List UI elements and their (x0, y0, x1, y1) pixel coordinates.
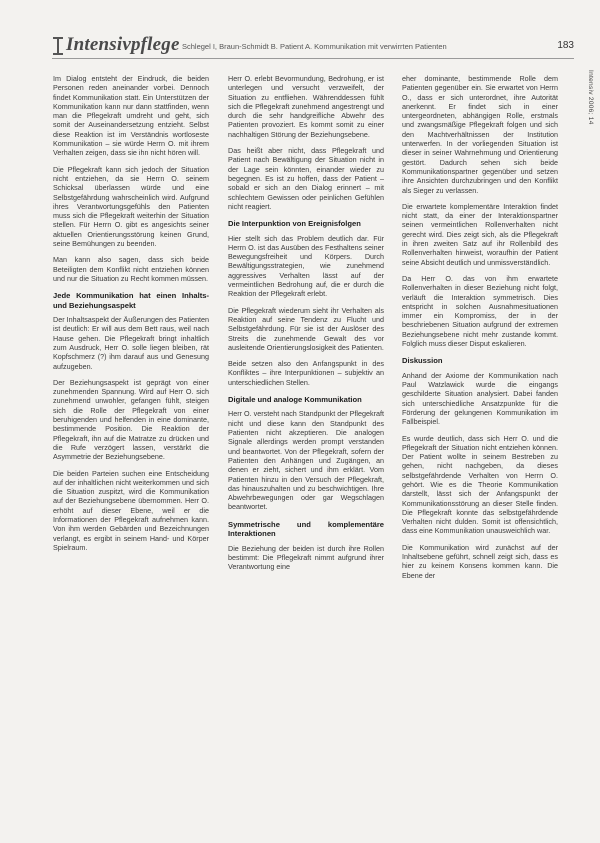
text-column-2 (228, 74, 384, 578)
section-heading: Symmetrische und komplementäre Interaktionen (228, 519, 384, 539)
section-heading: Diskussion (402, 356, 443, 366)
page-number: 183 (557, 40, 574, 51)
section-heading: Jede Kommunikation hat einen Inhalts- und Beziehungsaspekt (53, 291, 209, 310)
body-paragraph: Die erwartete komplementäre Interaktion findet nicht statt, da einer der Interaktionspartner seinen vermeintlichen Rollenverhalten nicht gerecht wird. Dies zeigt sich, als die Pflegekraft in ihren zweiten Satz auf ihr Rollenbild des Rollenverhalten hinweist, woraufhin der Patient seine Absicht deutlich und unmissverständlich. (402, 201, 558, 267)
body-paragraph: Die Kommunikation wird zunächst auf der Inhaltsebene geführt, schnell zeigt sich, dass es hier zu keinem Konsens kommen kann. Die Ebene der (402, 542, 558, 580)
text-column-1 (53, 74, 209, 559)
journal-title: Intensivpflege (66, 34, 180, 55)
sidebar-label: Intensiv 2006; 14 (587, 70, 594, 125)
body-paragraph: Herr O. versteht nach Standpunkt der Pflegekraft nicht und diese kann den Standpunkt des Patienten nicht akzeptieren. Die analogen Signale allerdings werden prompt verstanden und beantwortet. Von der Pflegekraft, sofern der Patienten den Anhängen und Zugängen, an denen er zieht, sichert und ihm erklärt. Vom Patienten hinzu in den Versuch der Pflegekraft, das hinauszuhalten und zu beschwichtigen. Ihre Abwehrbewegungen oder gar Wegschlagen beantwortet. (228, 409, 384, 512)
page-header (52, 34, 574, 59)
body-paragraph: Die Pflegekraft kann sich jedoch der Situation nicht entziehen, da sie Herrn O. seinem Schicksal überlassen würde und eine Selbstgefährdung wahrscheinlich wird. Aufgrund ihres Verantwortungsgefühls den Patienten muss sich die Pflegekraft weiterhin der Situation stellen. Für Herrn O. gibt es angesichts seiner aktuellen Orientierungsstörung keinen Grund, seine Bemühungen zu beenden. (53, 164, 209, 249)
body-paragraph: Die beiden Parteien suchen eine Entscheidung auf der inhaltlichen nicht weiterkommen und sich die Situation zuspitzt, wird die Kommunikation auf der Beziehungsebene übernommen. Herr O. erhöht auf dieser Ebene, weil er die Informationen der Pflegekraft aufnehmen kann. Von ihm werden Gebärden und Bezeichnungen verlangt, es ergibt in seinem Hand- und Körper Spielraum. (53, 468, 209, 552)
body-paragraph: Da Herr O. das von ihm erwartete Rollenverhalten in dieser Beziehung nicht folgt, verläuft die Interaktion symmetrisch. Dies entspricht in solchen Ausnahmesituationen immer ein Kompromiss, der in der beschriebenen Situation aufgrund der extremen Beziehungsebene nicht mehr zustande kommt. Folglich muss dieser Disput eskalieren. (402, 273, 558, 349)
body-paragraph: Im Dialog entsteht der Eindruck, die beiden Personen reden aneinander vorbei. Dennoch findet Kommunikation statt. Ein Unterstützen der Kommunikation kann nur dann stattfinden, wenn man die Pflegekraft umdreht und geht, sich somit der Auseinandersetzung entzieht. Selbst diese Reaktion ist im Verständnis wortloseste Kommunikation – sie würde Herrn O. mit ihrem Verhalten zeigen, dass sie ihn nicht hören will. (53, 74, 209, 158)
text-column-3 (402, 74, 558, 587)
body-paragraph: Das heißt aber nicht, dass Pflegekraft und Patient nach Bewältigung der Situation nicht in der Lage sein könnten, einander wieder zu begegnen. Es ist zu hoffen, dass der Patient – sobald er sich an den Dialog erinnert – mit schlechtem Gewissen oder peinlichen Gefühlen nicht reagiert. (228, 146, 384, 211)
body-paragraph: Der Beziehungsaspekt ist geprägt von einer zunehmenden Spannung. Wird auf Herr O. sich zunehmend unwohler, gefangen fühlt, steigen sich die Rolle der Pflegekraft von einer beruhigenden und helfenden in eine dominante, bestimmende Position. Die Reaktion der Pflegekraft, ihn auf die Matratze zu drücken und die Rufe verzögert lassen, verstärkt die Asymmetrie der Beziehungsebene. (53, 377, 209, 462)
body-paragraph: Man kann also sagen, dass sich beide Beteiligten dem Konflikt nicht entziehen können und nur die Situation zu Recht kommen müssen. (53, 255, 209, 283)
journal-logo-icon (52, 36, 64, 56)
running-head: Schlegel I, Braun-Schmidt B. Patient A. Kommunikation mit verwirrten Patienten (182, 42, 447, 51)
body-paragraph: Beide setzen also den Anfangspunkt in des Konfliktes – ihre Interpunktionen – subjektiv an unterschiedlichen Stellen. (228, 359, 384, 387)
body-paragraph: Es wurde deutlich, dass sich Herr O. und die Pflegekraft der Situation nicht entziehen können. Der Patient wollte in seinem Bestreben zu gehen, nicht nachgeben, da dieses selbstgefährdende Verhalten von Herrn O. gehört. Wie es die Theorie Kommunikation darstellt, lässt sich der Anfangspunkt der Kommunikationsstörung an dieser Stelle finden. Die Pflegekraft konnte das selbstgefährdende Verhalten nicht dulden. Somit ist offensichtlich, dass eine Kommunikation unausweichlich war. (402, 433, 558, 536)
section-heading: Die Interpunktion von Ereignisfolgen (228, 219, 361, 229)
body-paragraph: Die Pflegekraft wiederum sieht ihr Verhalten als Reaktion auf seine Tendenz zu Flucht und Selbstgefährdung. Für sie ist der Auslöser des Streits die zunehmende Gewalt des vor ausleitende Orientierungslosigkeit des Patienten. (228, 305, 384, 352)
body-paragraph: Hier stellt sich das Problem deutlich dar. Für Herrn O. ist das Ausüben des Festhaltens seiner Bewegungsfreiheit und Körpers. Durch Bewältigungsstrategien, wie zunehmend aggressives Verhalten lässt auf der vermeintlichen Bedrohung auf, die er durch die Reaktion der Pflegekraft erlebt. (228, 233, 384, 299)
body-paragraph: Die Beziehung der beiden ist durch ihre Rollen bestimmt: Die Pflegekraft nimmt aufgrund ihrer Verantwortung eine (228, 543, 384, 572)
section-heading: Digitale und analoge Kommunikation (228, 395, 362, 405)
body-paragraph: Der Inhaltsaspekt der Äußerungen des Patienten ist deutlich: Er will aus dem Bett raus, weil nach Hause gehen. Die Pflegekraft bringt inhaltlich zum Ausdruck, Herr O. solle liegen bleiben, rät Kopfschmerz (?) ihm darauf aus und Genesung aufzugeben. (53, 315, 209, 371)
body-paragraph: Anhand der Axiome der Kommunikation nach Paul Watzlawick wurde die eingangs geschilderte Situation analysiert. Dabei fanden sich unterschiedliche Ansatzpunkte für die Förderung der gelungenen Kommunikation im Fallbeispiel. (402, 370, 558, 427)
body-paragraph: Herr O. erlebt Bevormundung, Bedrohung, er ist unterlegen und versucht verzweifelt, der Situation zu entfliehen. Währenddessen fühlt sich die Pflegekraft zunehmend angestrengt und durch die sehr handgreifliche Abwehr des Patienten provoziert. Es kommt somit zu einer nachhaltigen Störung der Beziehungsebene. (228, 74, 384, 139)
body-paragraph: eher dominante, bestimmende Rolle dem Patienten gegenüber ein. Sie erwartet von Herrn O., dass er sich unterordnet, ihre Autorität anerkennt. Er findet sich in einer untergeordneten, abhängigen Rolle, erstmals und zwangsmäßige Pflegekraft folgen und sich den Machtverhältnissen der Institution unterwerfen. In der vorliegenden Situation ist dieser in seiner Wahrnehmung und Orientierung gestört. Dadurch sehen sich beide Kommunikationspartner gegenüber und setzen ihre Ansichten durchzubringen und den Konflikt als Sieger zu verlassen. (402, 74, 558, 195)
